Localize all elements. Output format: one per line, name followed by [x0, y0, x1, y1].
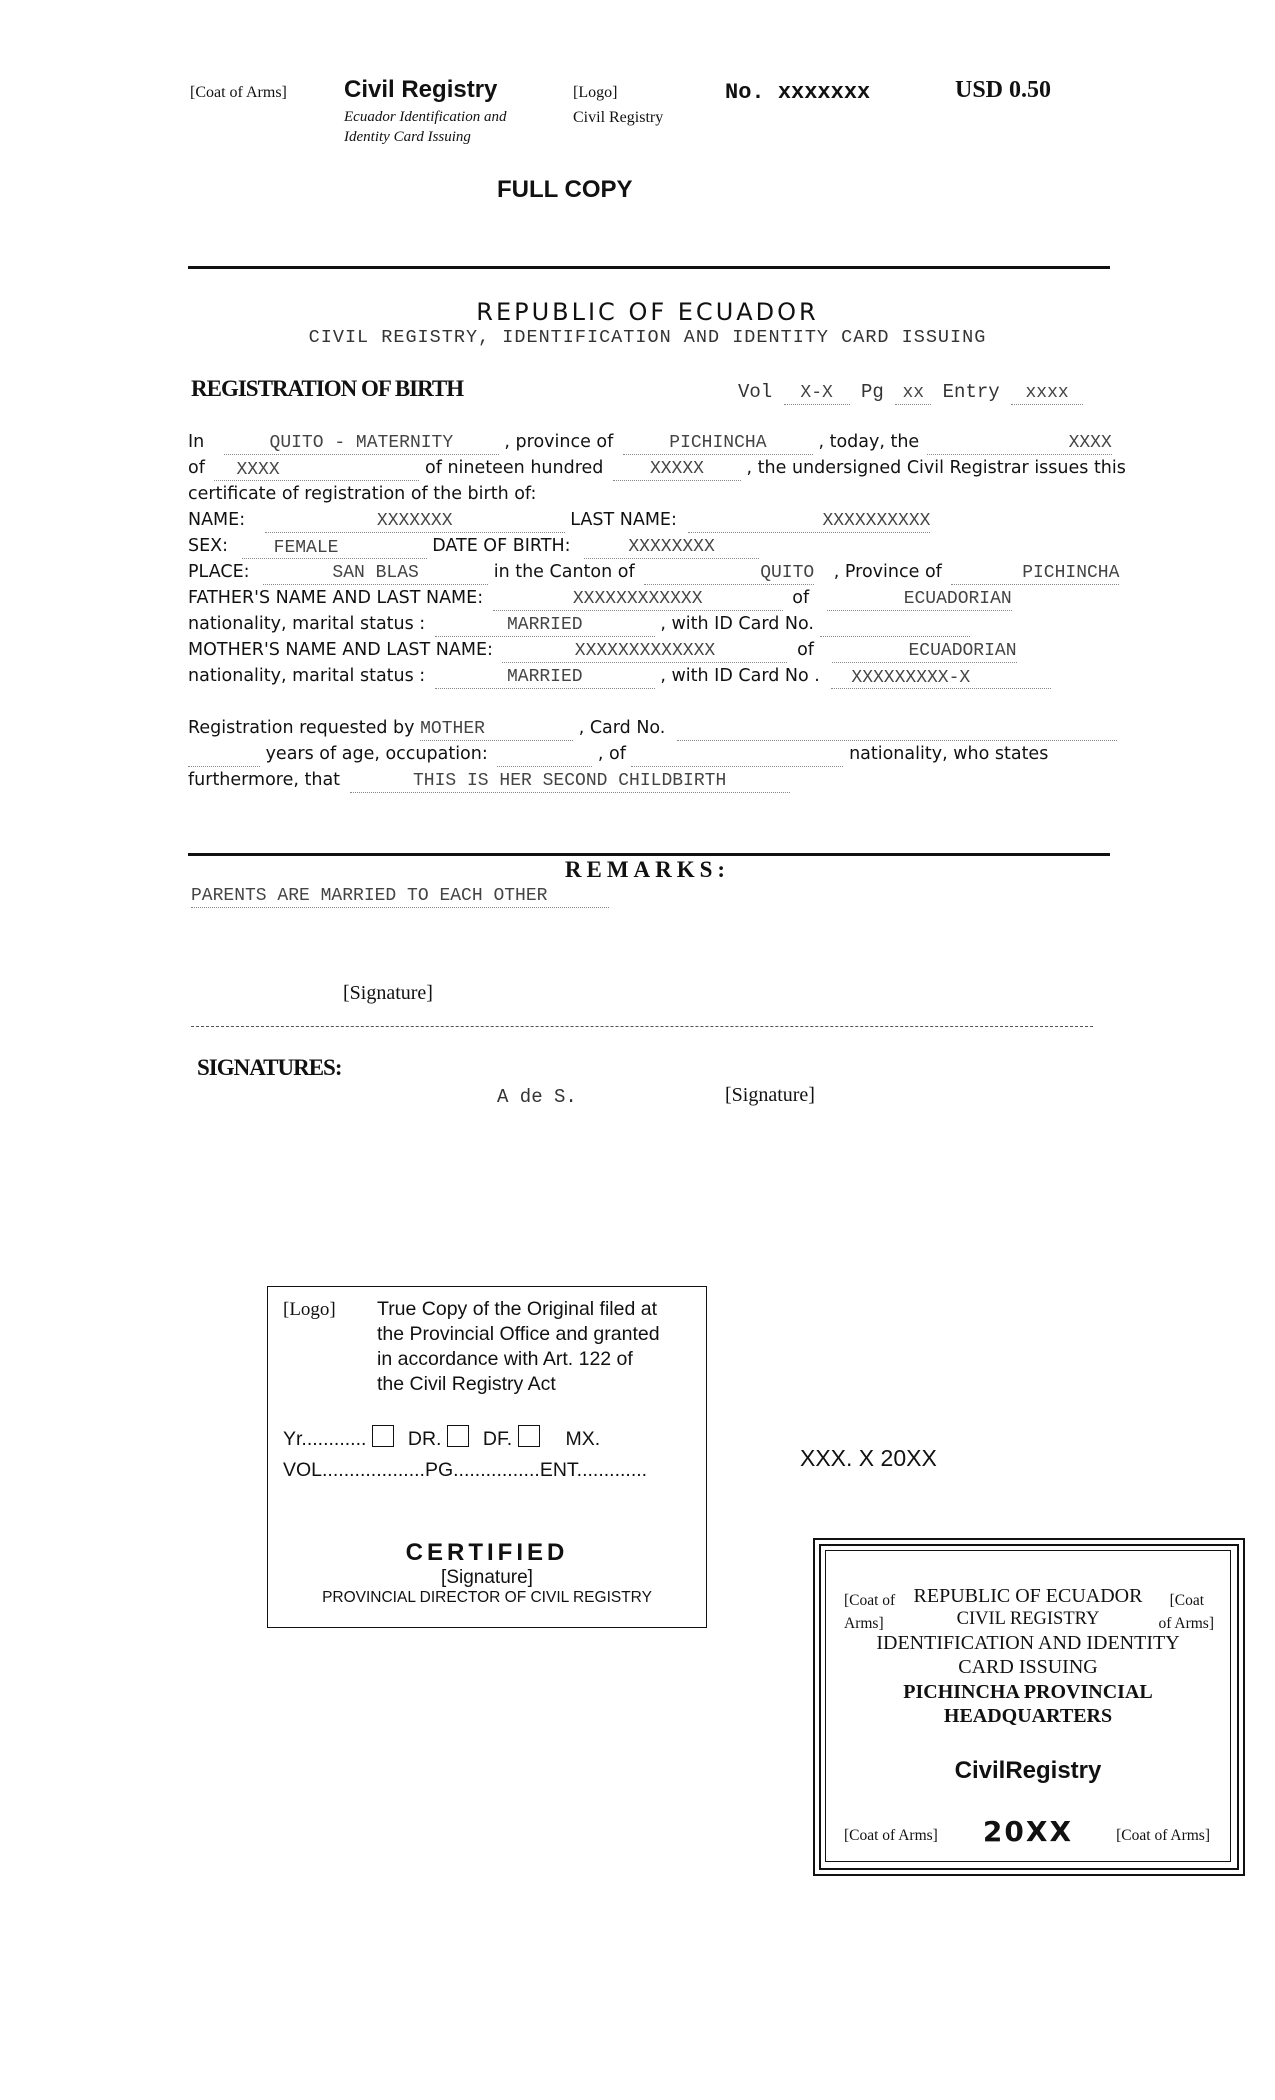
remarks-heading: REMARKS:	[564, 857, 731, 882]
seal-coat-bottom-left: [Coat of Arms]	[844, 1827, 938, 1844]
seal-year: 20XX	[982, 1815, 1074, 1848]
republic-title: REPUBLIC OF ECUADOR	[476, 298, 819, 326]
seal-coat-left-2: Arms]	[844, 1615, 884, 1632]
dr-label: DR.	[407, 1428, 442, 1450]
df-label: DF.	[482, 1428, 513, 1450]
true-copy-text	[377, 1297, 660, 1397]
place-value: SAN BLAS	[263, 562, 488, 585]
document-number	[725, 80, 870, 105]
province-value: PICHINCHA	[623, 432, 813, 455]
form-line-requested	[188, 715, 1117, 741]
seal-outer-border	[813, 1538, 1245, 1876]
form-line-mother-marital	[188, 663, 1051, 689]
father-nationality: ECUADORIAN	[827, 588, 1012, 611]
today-value: XXXX	[927, 432, 1112, 455]
of-value: XXXX	[214, 459, 419, 481]
registrar-signature: [Signature]	[725, 1084, 815, 1106]
pg-label: Pg	[861, 381, 884, 403]
mother-marital: MARRIED	[435, 666, 655, 689]
canton-value: QUITO	[644, 562, 814, 585]
mx-label: MX.	[565, 1428, 601, 1450]
seal-republic: REPUBLIC OF ECUADOR	[913, 1585, 1143, 1607]
seal-coat-left-1: [Coat of	[844, 1592, 896, 1609]
registration-reference	[738, 381, 1083, 405]
mother-label: MOTHER'S NAME AND LAST NAME:	[188, 640, 493, 660]
certified-label: CERTIFIED	[405, 1539, 569, 1566]
mother-nationality: ECUADORIAN	[832, 640, 1017, 663]
father-value: XXXXXXXXXXXX	[493, 588, 783, 611]
nineteen-label: of nineteen hundred	[425, 458, 604, 478]
header-title: Civil Registry	[344, 76, 498, 103]
vol-value: X-X	[784, 382, 850, 405]
name-value: XXXXXXX	[265, 510, 565, 533]
yr-row	[283, 1425, 600, 1451]
form-line-of	[188, 455, 1126, 481]
form-line-mother	[188, 637, 1017, 663]
number-label: No.	[725, 80, 765, 105]
true-copy-line-1: True Copy of the Original filed at	[377, 1298, 657, 1320]
form-line-certificate	[188, 481, 536, 507]
today-label: , today, the	[818, 432, 920, 452]
nationality-states: nationality, who states	[849, 744, 1049, 764]
true-copy-line-3: in accordance with Art. 122 of	[377, 1348, 633, 1370]
true-copy-line-4: the Civil Registry Act	[377, 1373, 556, 1395]
father-label: FATHER'S NAME AND LAST NAME:	[188, 588, 484, 608]
province2-value: PICHINCHA	[951, 562, 1119, 585]
number-value: xxxxxxx	[777, 80, 871, 105]
entry-value: xxxx	[1011, 382, 1083, 405]
card-no-value	[677, 718, 1117, 741]
seal-card-issuing: CARD ISSUING	[958, 1656, 1098, 1678]
seal-civil-registry: CIVIL REGISTRY	[956, 1609, 1100, 1629]
mother-id: XXXXXXXXX-X	[831, 667, 1051, 689]
price-label: USD 0.50	[955, 77, 1052, 103]
entry-label: Entry	[942, 381, 1000, 403]
nat-marital-label-2: nationality, marital status :	[188, 666, 426, 686]
occupation-value	[497, 744, 592, 767]
seal-middle-border	[819, 1544, 1239, 1870]
provincial-director: PROVINCIAL DIRECTOR OF CIVIL REGISTRY	[322, 1589, 652, 1606]
canton-label: in the Canton of	[493, 562, 635, 582]
seal-pichincha: PICHINCHA PROVINCIAL	[903, 1681, 1153, 1703]
certified-signature: [Signature]	[441, 1567, 533, 1588]
ades-label: A de S.	[497, 1086, 577, 1108]
true-copy-line-2: the Provincial Office and granted	[377, 1323, 660, 1345]
last-name-value: XXXXXXXXXX	[688, 510, 930, 533]
header-subtitle-1: Ecuador Identification and	[344, 109, 507, 125]
republic-subtitle: CIVIL REGISTRY, IDENTIFICATION AND IDENTITY CARD ISSUING	[308, 327, 987, 348]
province-label: , province of	[504, 432, 614, 452]
form-line-furthermore	[188, 767, 790, 793]
years-label: years of age, occupation:	[265, 744, 488, 764]
sex-value: FEMALE	[242, 537, 427, 559]
coat-of-arms-placeholder: [Coat of Arms]	[190, 84, 287, 101]
id-card-label-2: , with ID Card No .	[660, 666, 820, 686]
seal-inner-border	[825, 1550, 1231, 1862]
in-value: QUITO - MATERNITY	[224, 432, 499, 455]
father-of-label: of	[792, 588, 810, 608]
certificate-text: certificate of registration of the birth of:	[188, 484, 537, 504]
issues-label: , the undersigned Civil Registrar issues this	[746, 458, 1126, 478]
requested-label: Registration requested by	[188, 718, 415, 738]
remarks-dashed-rule	[191, 1026, 1093, 1027]
header-subtitle-2: Identity Card Issuing	[344, 129, 471, 145]
form-line-years	[188, 741, 1048, 767]
dob-label: DATE OF BIRTH:	[432, 536, 571, 556]
id-card-label: , with ID Card No.	[660, 614, 814, 634]
requested-value: MOTHER	[420, 718, 573, 741]
card-no-label: , Card No.	[578, 718, 666, 738]
form-line-name	[188, 507, 930, 533]
vol-pg-ent-line: VOL...................PG................ENT.............	[283, 1459, 648, 1481]
remarks-signature: [Signature]	[343, 982, 433, 1004]
of-label: of	[188, 458, 205, 478]
seal-coat-bottom-right: [Coat of Arms]	[1116, 1827, 1210, 1844]
father-marital: MARRIED	[435, 614, 655, 637]
in-label: In	[188, 432, 205, 452]
form-line-sex	[188, 533, 759, 559]
mother-of-label: of	[797, 640, 814, 660]
furthermore-value: THIS IS HER SECOND CHILDBIRTH	[350, 770, 790, 793]
years-value	[188, 744, 260, 767]
yr-label: Yr............	[283, 1428, 367, 1450]
seal-civilregistry: CivilRegistry	[954, 1757, 1102, 1784]
place-label: PLACE:	[188, 562, 250, 582]
father-id	[820, 614, 970, 637]
date-stamp: XXX. X 20XX	[800, 1445, 937, 1471]
seal-coat-right-2: of Arms]	[1158, 1615, 1214, 1632]
remarks-divider	[188, 853, 1110, 856]
certified-box	[267, 1286, 707, 1628]
form-line-in	[188, 429, 1112, 455]
province2-label: , Province of	[833, 562, 942, 582]
pg-value: xx	[895, 382, 931, 405]
name-label: NAME:	[188, 510, 246, 530]
df-checkbox[interactable]	[518, 1425, 540, 1447]
seal-identification: IDENTIFICATION AND IDENTITY	[876, 1632, 1180, 1654]
sex-label: SEX:	[188, 536, 229, 556]
header-divider	[188, 266, 1110, 269]
remarks-text: PARENTS ARE MARRIED TO EACH OTHER	[191, 885, 609, 908]
yr-checkbox[interactable]	[372, 1425, 394, 1447]
furthermore-label: furthermore, that	[188, 770, 341, 790]
dob-value: XXXXXXXX	[584, 536, 759, 559]
of-comma-label: , of	[597, 744, 626, 764]
seal-headquarters: HEADQUARTERS	[943, 1705, 1113, 1727]
last-name-label: LAST NAME:	[570, 510, 677, 530]
signatures-heading: SIGNATURES:	[197, 1055, 342, 1080]
mother-value: XXXXXXXXXXXXX	[502, 640, 787, 663]
vol-label: Vol	[738, 381, 773, 403]
nineteen-value: XXXXX	[613, 458, 741, 481]
nat-marital-label: nationality, marital status :	[188, 614, 426, 634]
nationality-value	[631, 744, 843, 767]
dr-checkbox[interactable]	[447, 1425, 469, 1447]
logo-caption: Civil Registry	[573, 109, 664, 126]
seal-coat-right-1: [Coat	[1169, 1592, 1204, 1609]
logo-placeholder: [Logo]	[573, 84, 618, 101]
certified-logo: [Logo]	[283, 1299, 336, 1320]
form-line-place	[188, 559, 1119, 585]
registration-heading: REGISTRATION OF BIRTH	[191, 376, 464, 401]
form-line-father-marital	[188, 611, 970, 637]
full-copy-heading: FULL COPY	[497, 176, 633, 203]
form-line-father	[188, 585, 1012, 611]
